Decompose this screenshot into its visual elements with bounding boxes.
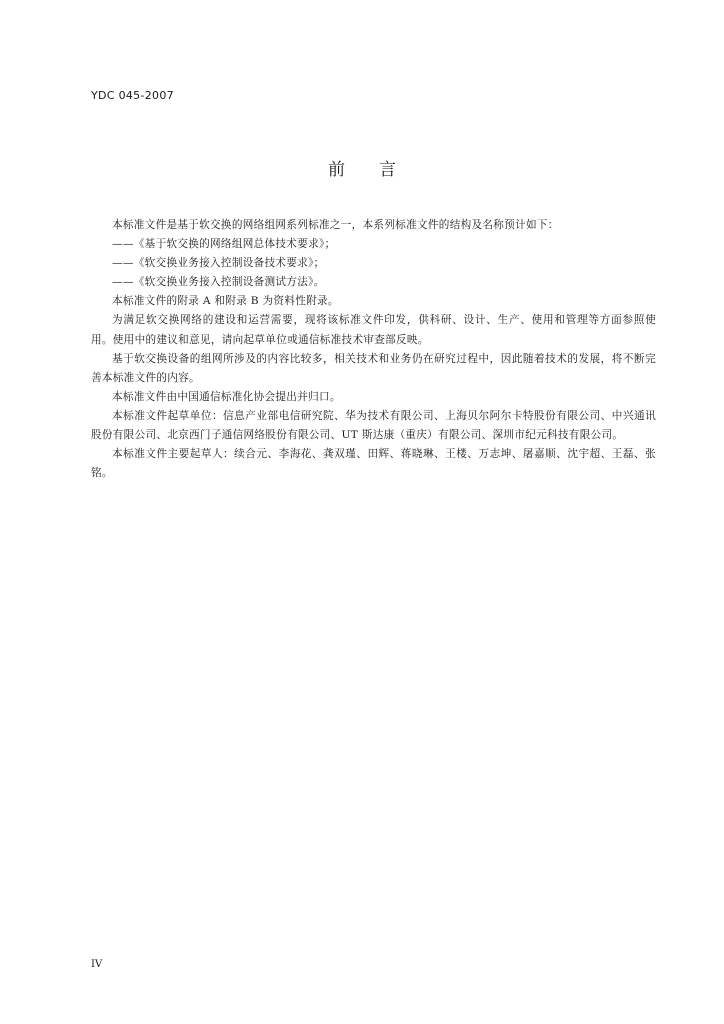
- series-item: ——《软交换业务接入控制设备测试方法》。: [112, 276, 325, 289]
- foreword-body: [91, 216, 656, 483]
- drafters-paragraph: 本标准文件主要起草人：续合元、李海花、龚双瑾、田辉、蒋晓琳、王楼、万志坤、屠嘉顺、沈宇超、王磊、张铭。: [91, 448, 656, 480]
- scope-note-paragraph: 基于软交换设备的组网所涉及的内容比较多，相关技术和业务仍在研究过程中，因此随着技术的发展，将不断完善本标准文件的内容。: [91, 352, 656, 384]
- drafting-units-paragraph: 本标准文件起草单位：信息产业部电信研究院、华为技术有限公司、上海贝尔阿尔卡特股份有限公司、中兴通讯股份有限公司、北京西门子通信网络股份有限公司、UT 斯达康（重庆）有限公司、深圳市纪元科技有限公司。: [91, 409, 656, 442]
- series-item: ——《基于软交换的网络组网总体技术要求》；: [112, 238, 336, 251]
- page-title: 前 言: [328, 160, 396, 180]
- purpose-paragraph: 为满足软交换网络的建设和运营需要，现将该标准文件印发，供科研、设计、生产、使用和管理等方面参照使用。使用中的建议和意见，请向起草单位或通信标准技术审查部反映。: [91, 314, 656, 346]
- document-code: YDC 045-2007: [91, 89, 174, 102]
- intro-paragraph: 本标准文件是基于软交换的网络组网系列标准之一，本系列标准文件的结构及名称预计如下：: [112, 219, 559, 231]
- series-item: ——《软交换业务接入控制设备技术要求》；: [112, 257, 325, 270]
- page-number: IV: [91, 959, 103, 970]
- appendix-note-paragraph: 本标准文件的附录 A 和附录 B 为资料性附录。: [112, 295, 339, 308]
- proposer-paragraph: 本标准文件由中国通信标准化协会提出并归口。: [112, 390, 341, 403]
